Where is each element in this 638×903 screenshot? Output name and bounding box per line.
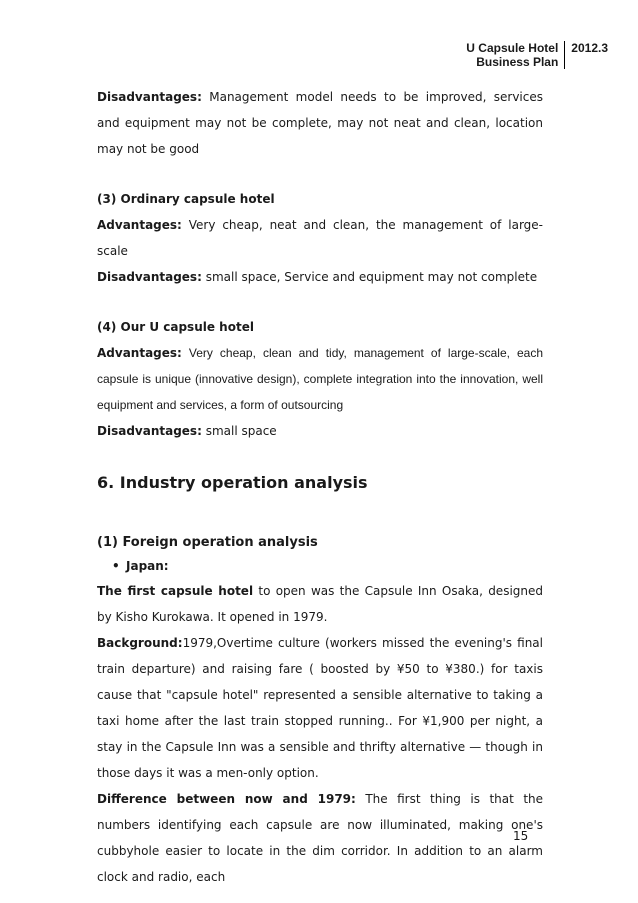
subheading-foreign-operation: (1) Foreign operation analysis: [97, 535, 318, 550]
paragraph-our-disadvantages: Disadvantages: small space: [97, 424, 277, 438]
paragraph-ordinary-disadvantages: Disadvantages: small space, Service and equipment may not complete: [97, 270, 538, 284]
paragraph-background: Background:1979,Overtime culture (workers missed the evening's final train departure) and raising fare ( boosted by ¥50 to ¥380.) for taxis cause that "capsule hotel" represented a sensible alternative to taking a taxi home after the last train stopped running.. For ¥1,900 per night, a stay in the Capsule Inn was a sensible and thrifty alternative — though in those days it was a men-only option.: [97, 636, 543, 780]
page-number: 15: [513, 829, 529, 843]
bullet-japan: • Japan:: [97, 554, 543, 578]
page-header: [466, 41, 608, 69]
label-advantages: Advantages:: [97, 346, 182, 360]
header-title-block: [466, 41, 565, 69]
header-title: U Capsule Hotel: [466, 41, 559, 55]
header-subtitle: Business Plan: [476, 55, 559, 69]
paragraph-ordinary-advantages: Advantages: Very cheap, neat and clean, the management of large-scale: [97, 218, 543, 258]
heading-ordinary-capsule: (3) Ordinary capsule hotel: [97, 192, 275, 206]
paragraph-disadvantages-1: [97, 84, 543, 162]
paragraph-our-advantages: Advantages: Very cheap, clean and tidy, management of large-scale, each capsule is unique (innovative design), complete integration into the innovation, well equipment and services, a form of outsourcing: [97, 346, 543, 412]
label-disadvantages: Disadvantages:: [97, 270, 202, 284]
paragraph-first-capsule: The first capsule hotel to open was the Capsule Inn Osaka, designed by Kisho Kurokawa. It opened in 1979.: [97, 584, 543, 624]
section-heading-industry: 6. Industry operation analysis: [97, 473, 368, 492]
text-disadvantages: Management model needs to be improved, services and equipment may not be complete, may not neat and clean, location may not be good: [97, 90, 543, 156]
heading-our-capsule: (4) Our U capsule hotel: [97, 320, 254, 334]
header-date: 2012.3: [571, 41, 608, 55]
paragraph-difference: Difference between now and 1979: The first thing is that the numbers identifying each capsule are now illuminated, making one's cubbyhole easier to locate in the dim corridor. In addition to an alarm clock and radio, each: [97, 792, 544, 884]
label-advantages: Advantages:: [97, 218, 182, 232]
document-body: [97, 84, 543, 890]
label-disadvantages: Disadvantages:: [97, 424, 202, 438]
bullet-dot-icon: •: [112, 559, 120, 573]
label-disadvantages: Disadvantages:: [97, 90, 202, 104]
